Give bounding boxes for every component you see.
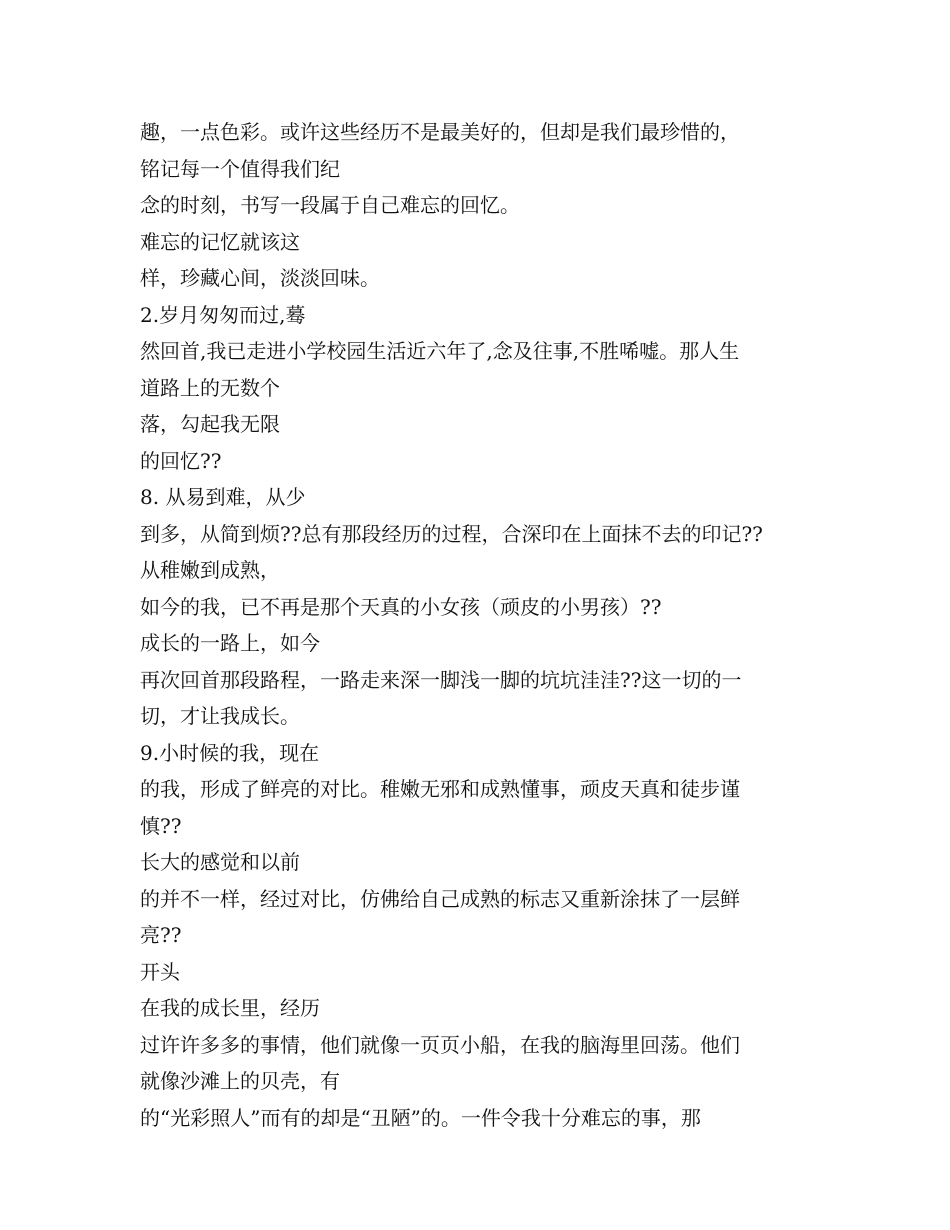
- text-line: 8. 从易到难，从少: [140, 485, 306, 509]
- text-line: 成长的一路上，如今: [140, 631, 320, 655]
- text-line: 的“光彩照人”而有的却是“丑陋”的。一件令我十分难忘的事，那: [140, 1105, 701, 1130]
- text-line: 如今的我，已不再是那个天真的小女孩（顽皮的小男孩）??: [140, 594, 662, 619]
- text-line: 在我的成长里，经历: [140, 996, 320, 1020]
- text-line: 9.小时候的我，现在: [140, 740, 320, 765]
- text-line: 样，珍藏心间，淡淡回味。: [140, 266, 380, 290]
- text-line: 铭记每一个值得我们纪: [140, 156, 340, 181]
- text-line: 道路上的无数个: [140, 375, 280, 400]
- text-line: 趣，一点色彩。或许这些经历不是最美好的，但却是我们最珍惜的，: [140, 120, 740, 144]
- text-line: 就像沙滩上的贝壳，有: [140, 1069, 340, 1093]
- text-line: 念的时刻，书写一段属于自己难忘的回忆。: [140, 193, 520, 217]
- text-line: 的并不一样，经过对比，仿佛给自己成熟的标志又重新涂抹了一层鲜: [140, 886, 740, 911]
- text-line: 慎??: [140, 813, 182, 838]
- text-line: 亮??: [140, 923, 182, 947]
- text-line: 2.岁月匆匆而过,蓦: [140, 302, 306, 327]
- text-line: 切，才让我成长。: [140, 704, 300, 728]
- text-line: 的回忆??: [140, 448, 222, 473]
- text-line: 难忘的记忆就该这: [140, 229, 300, 254]
- text-line: 开头: [140, 959, 180, 984]
- text-line: 再次回首那段路程，一路走来深一脚浅一脚的坑坑洼洼??这一切的一: [140, 667, 742, 692]
- text-line: 长大的感觉和以前: [140, 850, 300, 874]
- text-line: 的我，形成了鲜亮的对比。稚嫩无邪和成熟懂事，顽皮天真和徒步谨: [140, 777, 740, 801]
- text-line: 从稚嫩到成熟，: [140, 558, 280, 582]
- text-line: 然回首,我已走进小学校园生活近六年了,念及往事,不胜唏嘘。那人生: [140, 339, 740, 363]
- text-line: 落，勾起我无限: [140, 412, 280, 436]
- document-body: [140, 114, 830, 1136]
- text-line: 过许许多多的事情，他们就像一页页小船，在我的脑海里回荡。他们: [140, 1032, 740, 1057]
- text-line: 到多，从简到烦??总有那段经历的过程，合深印在上面抹不去的印记??: [140, 521, 763, 546]
